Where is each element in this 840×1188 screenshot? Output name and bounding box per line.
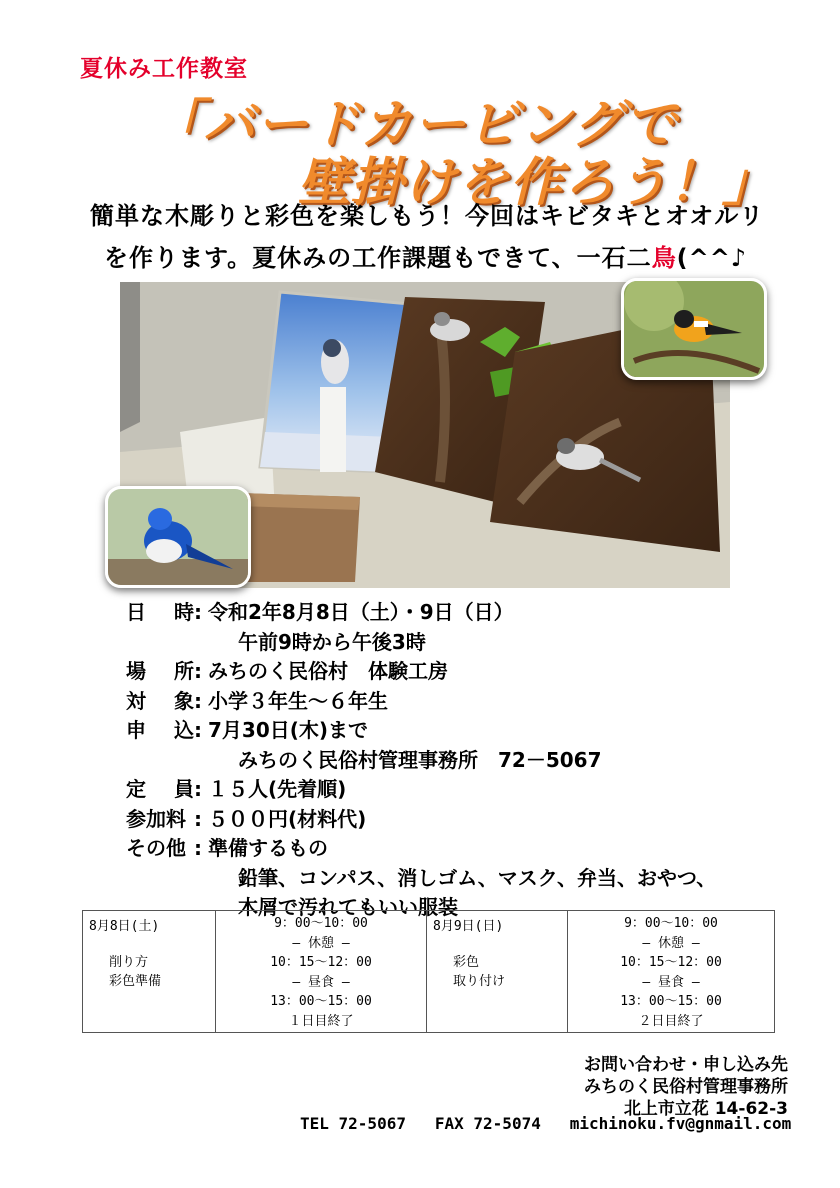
- detail-application: [126, 716, 716, 746]
- day1-activities: [83, 933, 215, 991]
- event-title-line1: 「バードカービングで: [150, 95, 678, 155]
- day2-activity: 彩色: [453, 955, 480, 970]
- detail-value-cont: みちのく民俗村管理事務所 72－5067: [238, 747, 602, 772]
- detail-label: 定 員: [126, 777, 194, 801]
- detail-fee: [126, 805, 716, 835]
- time-slot: 9：00～10：00: [274, 916, 368, 931]
- time-slot: 13：00～15：00: [620, 994, 722, 1010]
- time-slot: 9：00～10：00: [624, 916, 718, 931]
- detail-datetime: [126, 598, 716, 628]
- detail-value: 小学３年生～６年生: [208, 688, 388, 713]
- day1-activity: 削り方: [109, 955, 149, 970]
- narcissus-flycatcher-photo: [621, 278, 767, 380]
- lead-text-line2-main: を作ります。夏休みの工作課題もできて、一石二: [104, 244, 652, 272]
- end-label: ２日目終了: [638, 1013, 704, 1029]
- contact-line: [300, 1114, 791, 1133]
- lunch-label: ― 昼食 ―: [292, 974, 350, 990]
- flycatcher-illustration: [624, 281, 764, 377]
- detail-value: ５００円(材料代): [208, 806, 367, 831]
- break-label: ― 休憩 ―: [642, 935, 700, 951]
- detail-venue: [126, 657, 716, 687]
- blue-bird-illustration: [108, 489, 248, 585]
- contact-email[interactable]: michinoku.fv@gnmail.com: [569, 1114, 792, 1133]
- schedule-table: [82, 910, 775, 1033]
- detail-value-cont: 鉛筆、コンパス、消しゴム、マスク、弁当、おやつ、: [238, 865, 717, 890]
- event-details: [126, 598, 716, 923]
- contact-tel: TEL 72-5067: [300, 1114, 406, 1133]
- day2-date: 8月9日(日): [433, 919, 504, 934]
- day1-times: [216, 911, 426, 1032]
- detail-label: 日 時: [126, 600, 194, 624]
- detail-value-cont: 木屑で汚れてもいい服装: [238, 895, 458, 919]
- detail-colon: :: [194, 806, 202, 831]
- detail-value: 令和2年8月8日（土）・9日（日）: [208, 600, 514, 624]
- detail-value: みちのく民俗村 体験工房: [208, 659, 448, 683]
- detail-label: 対 象: [126, 688, 194, 713]
- lunch-label: ― 昼食 ―: [642, 974, 700, 990]
- day1-date: 8月8日(土): [89, 919, 160, 934]
- day1-cell: [83, 911, 216, 1033]
- day1-times-cell: [216, 911, 427, 1033]
- time-slot: 13：00～15：00: [270, 994, 372, 1010]
- detail-value: １５人(先着順): [208, 777, 347, 801]
- contact-office: みちのく民俗村管理事務所: [584, 1077, 788, 1097]
- blue-and-white-flycatcher-photo: [105, 486, 251, 588]
- detail-colon: :: [194, 659, 202, 683]
- time-slot: 10：15～12：00: [620, 955, 722, 971]
- event-category-label: 夏休み工作教室: [80, 56, 248, 82]
- detail-capacity: [126, 775, 716, 805]
- detail-colon: :: [194, 688, 202, 713]
- break-label: ― 休憩 ―: [292, 935, 350, 951]
- detail-value: 準備するもの: [208, 836, 328, 860]
- detail-value-cont: 午前9時から午後3時: [238, 629, 426, 654]
- detail-label: 申 込: [126, 718, 194, 742]
- detail-label: その他: [126, 836, 186, 860]
- lead-text-line2: [104, 238, 747, 273]
- lead-text-bird-char: 鳥: [651, 244, 677, 272]
- detail-colon: :: [194, 777, 202, 801]
- detail-target: [126, 687, 716, 717]
- day2-activities: [427, 933, 567, 991]
- detail-colon: :: [194, 600, 202, 624]
- detail-label: 参加料: [126, 806, 186, 831]
- day2-times: [568, 911, 774, 1032]
- day2-cell: [427, 911, 568, 1033]
- detail-other: [126, 834, 716, 864]
- contact-fax: FAX 72-5074: [434, 1114, 541, 1133]
- day2-activity: 取り付け: [453, 974, 506, 989]
- detail-label: 場 所: [126, 659, 194, 683]
- lead-text-line2-emoticon: (^^♪: [676, 244, 748, 272]
- end-label: １日目終了: [288, 1013, 354, 1029]
- day1-activity: 彩色準備: [109, 974, 162, 989]
- contact-heading: お問い合わせ・申し込み先: [584, 1055, 788, 1075]
- contact-address: 北上市立花 14-62-3: [623, 1099, 788, 1119]
- event-title-line2: 壁掛けを作ろう！」: [298, 153, 776, 213]
- table-row: [83, 911, 775, 1033]
- lead-text-line1: 簡単な木彫りと彩色を楽しもう！今回はキビタキとオオルリ: [90, 202, 765, 230]
- detail-value: 7月30日(木)まで: [208, 718, 369, 742]
- detail-colon: :: [194, 836, 202, 860]
- day2-times-cell: [568, 911, 775, 1033]
- time-slot: 10：15～12：00: [270, 955, 372, 971]
- detail-colon: :: [194, 718, 202, 742]
